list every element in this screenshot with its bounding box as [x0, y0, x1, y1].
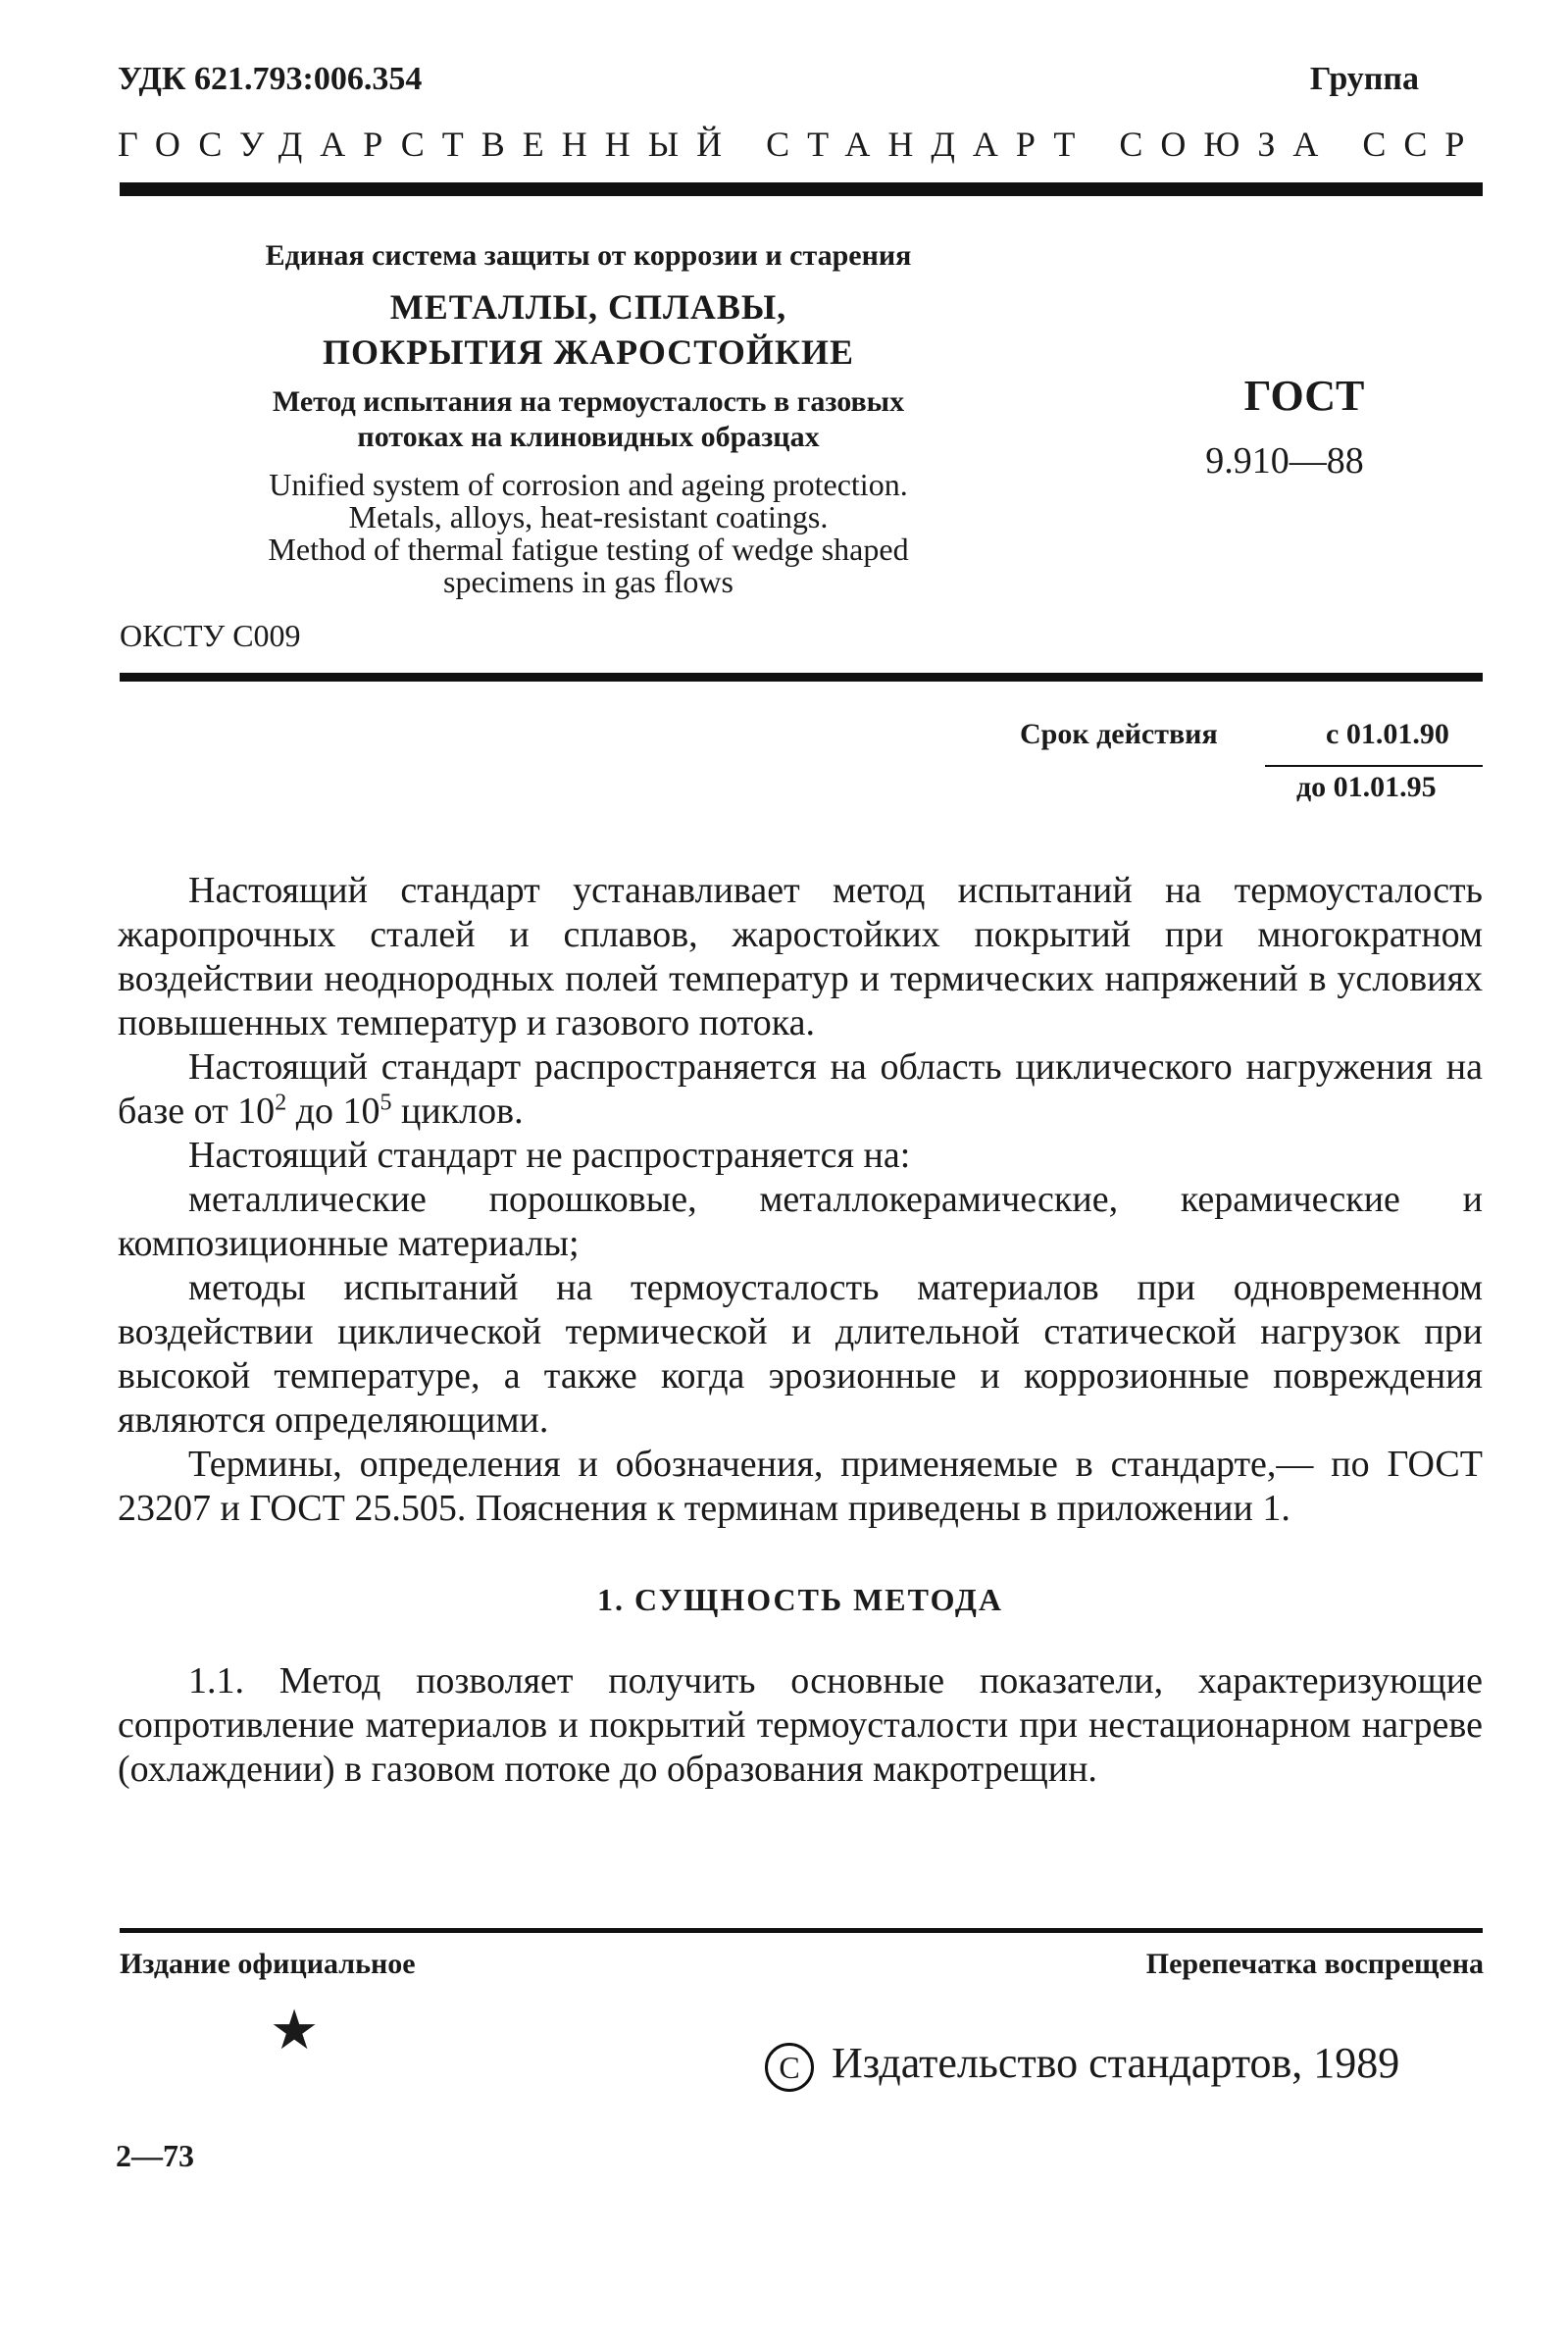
okstu-code: ОКСТУ С009: [120, 618, 301, 653]
range-text-a: Настоящий стандарт распространяется на область циклического нагружения на базе от 10: [118, 1046, 1483, 1132]
title-line-1: МЕТАЛЛЫ, СПЛАВЫ,: [389, 287, 787, 327]
english-line-3: Method of thermal fatigue testing of wedge shaped: [268, 532, 909, 567]
page-number: 2—73: [116, 2138, 194, 2173]
range-text-b: до 10: [286, 1091, 380, 1132]
subtitle-line-2: потоках на клиновидных образцах: [357, 421, 820, 453]
gost-number: 9.910—88: [1205, 440, 1364, 482]
document-body: [118, 869, 1483, 1792]
subtitle-line-1: Метод испытания на термоусталость в газовых: [272, 385, 905, 418]
title-block-rule: [120, 673, 1483, 682]
copyright-notice: [765, 2038, 1399, 2092]
english-title: [147, 469, 1030, 598]
title-line-2: ПОКРЫТИЯ ЖАРОСТОЙКИЕ: [323, 332, 854, 372]
english-line-2: Metals, alloys, heat-resistant coatings.: [348, 499, 829, 534]
standard-subtitle: [147, 384, 1030, 455]
section-1-heading: 1. СУЩНОСТЬ МЕТОДА: [597, 1582, 1003, 1617]
validity-to: до 01.01.95: [1296, 771, 1437, 803]
copyright-icon: C: [765, 2043, 814, 2092]
government-standard-title: ГОСУДАРСТВЕННЫЙ СТАНДАРТ СОЮЗА ССР: [118, 125, 1483, 164]
footer-rule: [120, 1928, 1483, 1933]
official-edition-label: Издание официальное: [120, 1948, 416, 1980]
paragraph-exclusions-intro: Настоящий стандарт не распространяется на:: [188, 1135, 911, 1176]
range-exponent-2: 5: [379, 1090, 392, 1116]
paragraph-terms: Термины, определения и обозначения, применяемые в стандарте,— по ГОСТ 23207 и ГОСТ 25.505. Пояснения к терминам приведены в приложении 1.: [118, 1444, 1483, 1529]
gost-label: ГОСТ: [1243, 372, 1365, 420]
paragraph-scope: Настоящий стандарт устанавливает метод испытаний на термоусталость жаропрочных сталей и сплавов, жаростойких покрытий при многократном воздействии неоднородных полей температур и термических напряжений в условиях повышенных температур и газового потока.: [118, 870, 1483, 1043]
header-rule: [120, 182, 1483, 196]
group-label: Группа: [1309, 61, 1419, 97]
udk-code: УДК 621.793:006.354: [118, 61, 423, 97]
standard-series: Единая система защиты от коррозии и старения: [265, 239, 912, 272]
copyright-text: Издательство стандартов, 1989: [832, 2039, 1400, 2087]
paragraph-1-1: 1.1. Метод позволяет получить основные показатели, характеризующие сопротивление материалов и покрытий термоусталости при нестационарном нагреве (охлаждении) в газовом потоке до образования макротрещин.: [118, 1660, 1483, 1790]
paragraph-range: [118, 1045, 1483, 1134]
range-text-c: циклов.: [391, 1091, 524, 1132]
standard-title: [147, 284, 1030, 375]
english-line-4: specimens in gas flows: [443, 564, 733, 599]
validity-from: с 01.01.90: [1326, 718, 1449, 750]
star-icon: ★: [270, 2001, 320, 2061]
paragraph-exclusion-methods: методы испытаний на термоусталость материалов при одновременном воздействии циклической термической и длительной статической нагрузок при высокой температуре, а также когда эрозионные и коррозионные повреждения являются определяющими.: [118, 1267, 1483, 1441]
english-line-1: Unified system of corrosion and ageing protection.: [269, 467, 908, 502]
validity-label: Срок действия: [1020, 718, 1218, 750]
paragraph-exclusion-materials: металлические порошковые, металлокерамические, керамические и композиционные материалы;: [118, 1179, 1483, 1264]
range-exponent-1: 2: [275, 1090, 287, 1116]
reprint-prohibited-label: Перепечатка воспрещена: [1145, 1948, 1484, 1980]
validity-rule: [1265, 765, 1483, 767]
